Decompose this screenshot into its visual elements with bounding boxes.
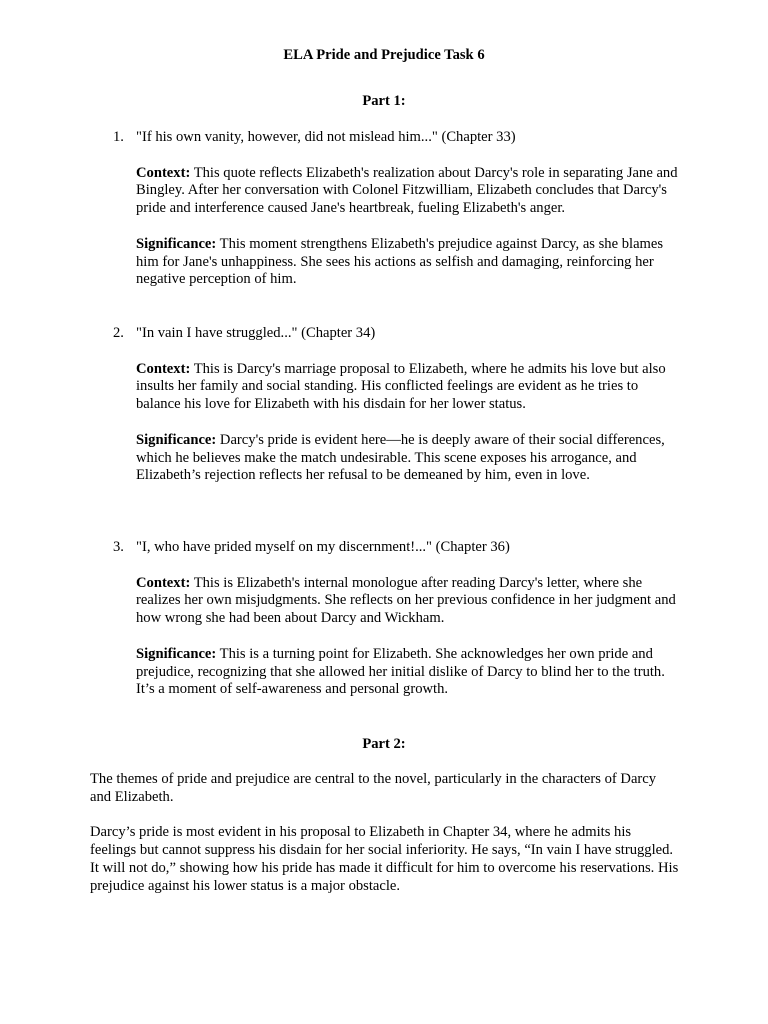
significance-label: Significance: bbox=[136, 431, 217, 448]
item-significance bbox=[136, 432, 681, 485]
item-context bbox=[136, 361, 681, 414]
item-number: 1. bbox=[113, 129, 124, 145]
context-label: Context: bbox=[136, 574, 191, 591]
list-item bbox=[136, 539, 681, 699]
paragraph: Darcy’s pride is most evident in his proposal to Elizabeth in Chapter 34, where he admits his feelings but cannot suppress his disdain for her social inferiority. He says, “In vain I have struggled. It will not do,” showing how his pride has made it difficult for him to overcome his reservations. His prejudice against his lower status is a major obstacle. bbox=[90, 824, 679, 894]
context-label: Context: bbox=[136, 164, 191, 181]
list-item bbox=[136, 325, 681, 485]
significance-label: Significance: bbox=[136, 235, 217, 252]
paragraph: The themes of pride and prejudice are central to the novel, particularly in the characters of Darcy and Elizabeth. bbox=[90, 771, 657, 805]
list-item bbox=[136, 129, 681, 289]
significance-text: This moment strengthens Elizabeth's prejudice against Darcy, as she blames him for Jane's unhappiness. She sees his actions as selfish and damaging, reinforcing her negative perception of him. bbox=[136, 235, 664, 288]
item-context bbox=[136, 165, 681, 218]
item-quote: "I, who have prided myself on my discernment!..." (Chapter 36) bbox=[136, 539, 510, 555]
part2-heading: Part 2: bbox=[362, 736, 406, 752]
significance-text: This is a turning point for Elizabeth. She acknowledges her own pride and prejudice, recognizing that she allowed her initial dislike of Darcy to blind her to the truth. It’s a moment of self-awareness and personal growth. bbox=[136, 645, 665, 698]
item-significance bbox=[136, 646, 681, 699]
context-text: This quote reflects Elizabeth's realization about Darcy's role in separating Jane and Bingley. After her conversation with Colonel Fitzwilliam, Elizabeth concludes that Darcy's pride and interference caused Jane's heartbreak, fueling Elizabeth's anger. bbox=[136, 164, 678, 217]
significance-label: Significance: bbox=[136, 645, 217, 662]
document-title: ELA Pride and Prejudice Task 6 bbox=[283, 47, 485, 63]
item-context bbox=[136, 575, 681, 628]
significance-text: Darcy's pride is evident here—he is deeply aware of their social differences, which he believes make the match undesirable. This scene exposes his arrogance, and Elizabeth’s rejection reflects her refusal to be demeaned by him, even in love. bbox=[136, 431, 665, 484]
context-label: Context: bbox=[136, 360, 191, 377]
item-quote: "In vain I have struggled..." (Chapter 34) bbox=[136, 325, 376, 341]
part1-heading: Part 1: bbox=[362, 93, 406, 109]
item-number: 3. bbox=[113, 539, 124, 555]
context-text: This is Elizabeth's internal monologue after reading Darcy's letter, where she realizes her own misjudgments. She reflects on her previous confidence in her judgment and how wrong she had been about Darcy and Wickham. bbox=[136, 574, 676, 627]
item-quote: "If his own vanity, however, did not mislead him..." (Chapter 33) bbox=[136, 129, 516, 145]
part2-body bbox=[90, 771, 680, 896]
item-number: 2. bbox=[113, 325, 124, 341]
context-text: This is Darcy's marriage proposal to Elizabeth, where he admits his love but also insults her family and social standing. His conflicted feelings are evident as he tries to balance his love for Elizabeth with his disdain for her lower status. bbox=[136, 360, 666, 413]
item-significance bbox=[136, 236, 681, 289]
